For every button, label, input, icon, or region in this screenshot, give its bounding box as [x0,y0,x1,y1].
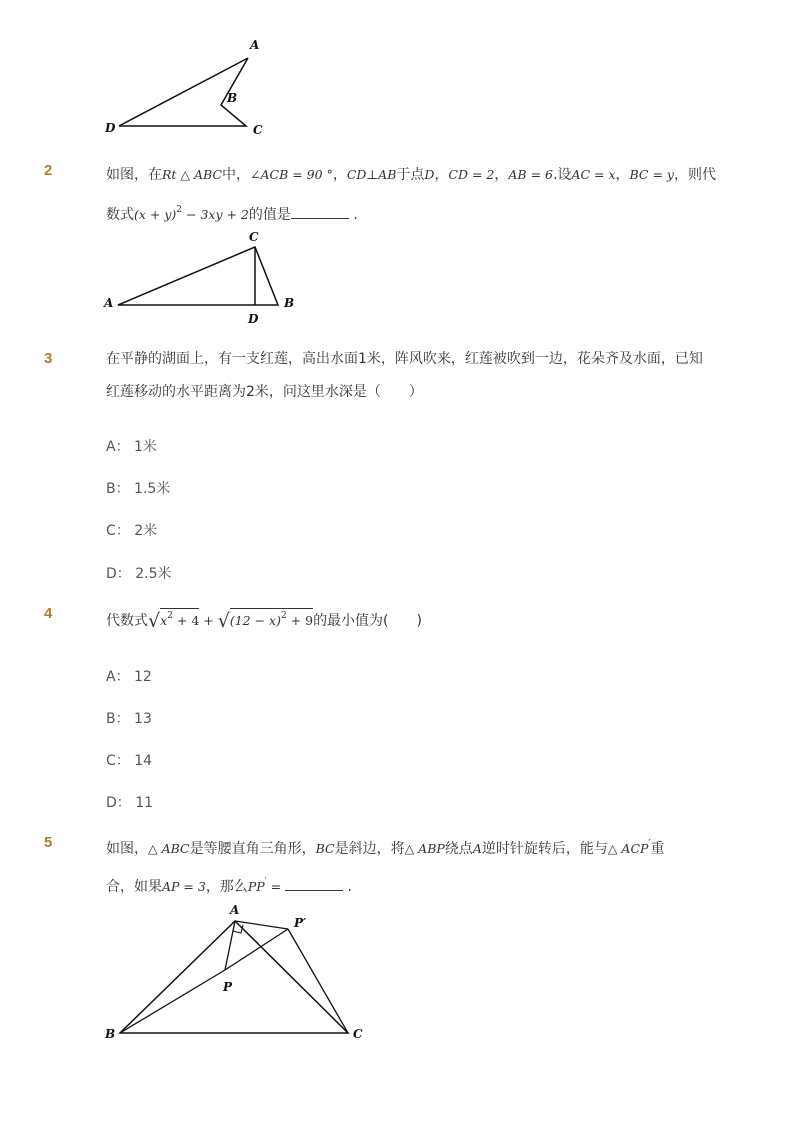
q4-line: 代数式$√x^2 + 4 + √(12 - x)^2 + 9$的最小值为( ) [106,610,422,632]
q3-option-a[interactable]: A： 1米 [106,439,157,455]
figure2-label-c: C [249,230,259,244]
q2-line-1: 如图，在Rt △ ABC中，∠ACB = 90 °，CD⊥AB于点D，CD = 2，AB = 6.设AC = x，BC = y，则代 [106,167,716,183]
q4-option-d[interactable]: D： 11 [106,795,154,811]
q3-option-c[interactable]: C： 2米 [106,523,158,539]
figure-2-right-triangle [100,225,310,330]
figure-5-rotation [95,895,385,1050]
q3-option-b[interactable]: B： 1.5米 [106,481,171,497]
question-number-5: 5 [44,834,53,851]
figure5-label-p: P [223,980,233,994]
figure2-label-b: B [284,296,295,310]
q2-line-2: 数式$(x + y)^2 - 3xy + 2$的值是 . [106,205,358,223]
figure2-label-d: D [248,312,259,326]
figure5-label-p-prime: P′ [294,916,307,930]
q3-option-d[interactable]: D： 2.5米 [106,566,172,582]
figure2-label-a: A [104,296,114,310]
q3-line-2: 红莲移动的水平距离为2米，问这里水深是（ ） [106,384,423,400]
q4-option-c[interactable]: C： 14 [106,753,153,769]
question-number-2: 2 [44,162,53,179]
q2-answer-blank[interactable] [291,204,349,219]
q4-option-b[interactable]: B： 13 [106,711,152,727]
q5-answer-blank[interactable] [285,876,343,891]
figure-1-quadrilateral [100,30,280,145]
figure1-label-b: B [227,91,238,105]
question-number-4: 4 [44,605,53,622]
question-number-3: 3 [44,350,53,367]
figure1-label-c: C [253,123,263,137]
q5-line-2: 合，如果AP = 3，那么PP′ = . [106,877,353,895]
q3-line-1: 在平静的湖面上，有一支红莲，高出水面1米，阵风吹来，红莲被吹到一边，花朵齐及水面，已知 [106,351,703,367]
q4-option-a[interactable]: A： 12 [106,669,152,685]
figure5-label-c: C [353,1027,363,1041]
figure1-label-a: A [250,38,260,52]
figure5-label-b: B [105,1027,116,1041]
q5-line-1: 如图，△ ABC是等腰直角三角形，BC是斜边，将△ ABP绕点A逆时针旋转后，能与△ ACP′重 [106,839,665,857]
figure1-label-d: D [105,121,116,135]
figure5-label-a: A [230,903,240,917]
